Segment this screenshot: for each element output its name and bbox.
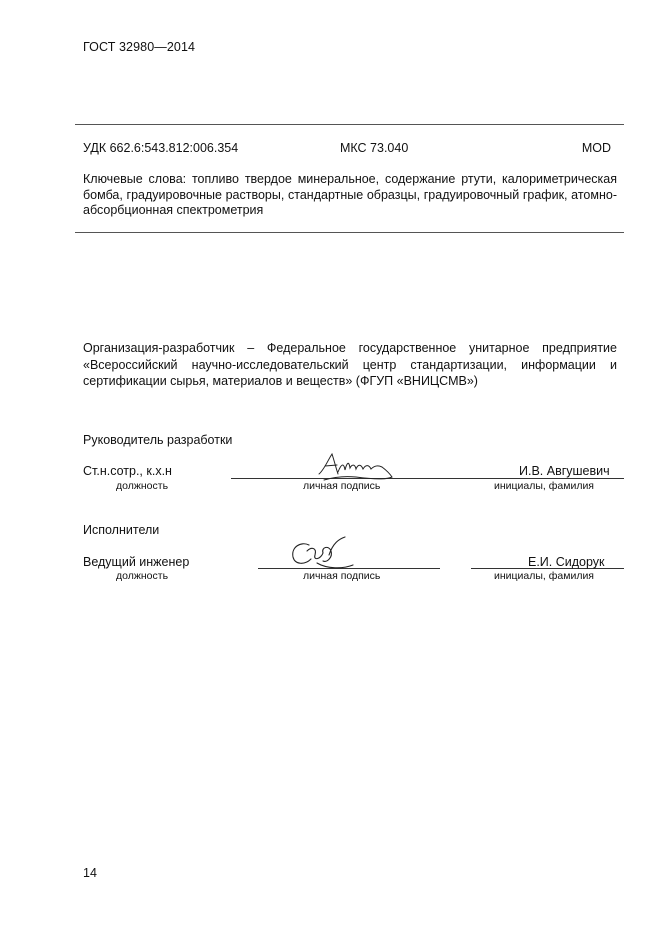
executor-name: Е.И. Сидорук [528,555,605,569]
document-header: ГОСТ 32980—2014 [83,40,196,54]
udk-code: УДК 662.6:543.812:006.354 [83,141,239,155]
developer-paragraph: Организация-разработчик – Федеральное государственное унитарное предприятие «Всероссийский научно-исследовательский центр стандартизации, информации и сертификации сырья, материалов и веществ» (ФГУП «ВНИЦСМВ») [83,341,617,388]
leader-position: Ст.н.сотр., к.х.н [83,464,172,478]
page-number: 14 [83,866,97,880]
leader-caption-signature: личная подпись [303,480,381,492]
keywords-paragraph: Ключевые слова: топливо твердое минеральное, содержание ртути, калориметрическая бомба, градуировочные растворы, стандартные образцы, градуировочный график, атомно-абсорбционная спектрометрия [83,172,617,217]
bottom-divider [75,232,624,233]
executors-section-title: Исполнители [83,523,160,537]
leader-section-title: Руководитель разработки [83,433,233,447]
leader-caption-name: инициалы, фамилия [494,480,594,492]
executor-caption-signature: личная подпись [303,570,381,582]
executor-caption-position: должность [116,570,169,582]
mod-label: MOD [581,141,611,155]
leader-name: И.В. Авгушевич [519,464,610,478]
top-divider [75,124,624,125]
executor-position: Ведущий инженер [83,555,190,569]
classification-row [83,141,611,157]
leader-caption-position: должность [116,480,169,492]
mks-code: МКС 73.040 [340,141,409,155]
executor-caption-name: инициалы, фамилия [494,570,594,582]
executor-signature-icon [287,535,363,575]
leader-signature-line [231,478,624,479]
